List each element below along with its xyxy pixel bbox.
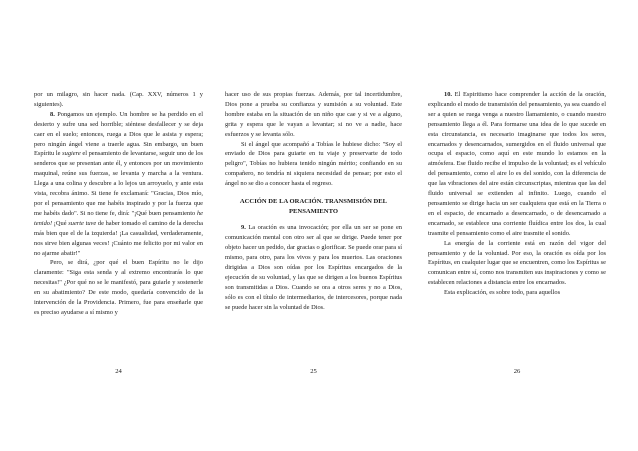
page-26-text [428,90,606,298]
section-heading: ACCIÓN DE LA ORACIÓN. TRANSMISIÓN DEL PENSAMIENTO [239,198,388,215]
paragraph [428,90,606,239]
text: ¡Qué [52,219,69,227]
page-25-text [225,90,402,312]
paragraph [225,223,402,312]
page-25 [212,0,425,451]
paragraph: Pero, se dirá, ¿por qué el buen Espíritu no le dijo claramente: "Siga esta senda y al extremo encontrarás lo que necesitas!" ¿Por qué no se le manifestó, para guiarle y sostenerle en su abatimiento? De este modo, quedaría convencido de la intervención de la Providencia. Primero, fue para enseñarle que es preciso ayudarse a sí mismo y [34,259,203,316]
page-number: 25 [310,368,317,375]
text: El Espiritismo hace comprender la acción de la oración, explicando el modo de transmisión del pensamiento, ya sea cuando el ser a quien se ruega venga a nuestro llamamiento, o cuando nuestro pensamiento llega a él. Para formarse una idea de lo que sucede en esta circunstancia, es necesario imaginarse que todos los seres, encarnados y desencarnados, sumergidos en el fluido universal que ocupa el espacio, como aquí en este mundo lo estamos en la atmósfera. Ese fluido recibe el impulso de la voluntad; es el vehículo del pensamiento, como el aire lo es del sonido, con la diferencia de que las vibraciones del aire están circunscriptas, mientras que las del fluido universal se extienden al infinito. Luego, cuando el pensamiento se dirige hacia un ser cualquiera que está en la Tierra o en el espacio, de encarnado a desencarnado, o de desencarnado a encarnado, se establece una corriente fluídica entre los dos, la cual trasmite el pensamiento como el aire trasmite el sonido. [428,91,606,237]
paragraph: Si el ángel que acompañó a Tobías le hubiese dicho: "Soy el enviado de Dios para guiarte en tu viaje y preservarte de todo peligro", Tobías no hubiera tenido ningún mérito; confiando en su compañero, no tendría ni siquiera necesidad de pensar; por esto el ángel no se dio a conocer hasta el regreso. [225,140,402,188]
paragraph-number: 8. [50,110,55,118]
page-24-text [34,90,203,318]
text: de haber tomado el camino de la derecha más bien que el de la izquierda! ¡La casualidad, verdaderamente, nos sirve bien algunas veces! ¡Cuánto me felicito por mi valor en no ajarme abatir!" [34,219,204,257]
text: el pensamiento de levantarse, seguir uno de los senderos que se presentan ante él, y entonces por un movimiento maquinal, reúne sus fuerzas, se levanta y marcha a la ventura. Llega a una colina y descubre a lo lejos un arroyuelo, y ante esta vista, recobra ánimo. Si tiene fe exclamará: "Gracias, Dios mío, por el pensamiento que me habéis inspirado y por la fuerza que me habéis dado". Si no tiene fe, dirá: "¡Qué buen pensamiento [34,150,203,217]
text: La oración es una invocación; por ella un ser se pone en comunicación mental con otro ser al que se dirige. Puede tener por objeto hacer un pedido, dar gracias o glorificar. Se puede orar para sí mismo, para otro, para los vivos y para los muertos. Las oraciones dirigidas a Dios son oídas por los Espíritus encargados de la ejecución de su voluntad, y las que se dirigen a los buenos Espíritus son transmitidas a Dios. Cuando se ora a otros seres y no a Dios, sólo es con el título de intermediarios, de intercesores, porque nada se puede hacer sin la voluntad de Dios. [225,224,402,311]
page-24 [0,0,212,451]
italic-text: he tenido! [34,209,203,227]
paragraph: hacer uso de sus propias fuerzas. Además, por tal incertidumbre, Dios pone a prueba su confianza y sumisión a su voluntad. Este hombre estaba en la situación de un niño que cae y si ve a alguno, grita y espera que le vayan a levantar; si no ve a nadie, hace esfuerzos y se levanta sólo. [225,91,402,138]
page-26 [425,0,638,451]
paragraph-number: 10. [444,91,452,98]
paragraph: La energía de la corriente está en razón del vigor del pensamiento y de la voluntad. Por eso, la oración es oída por los Espíritus, en cualquier lugar que se encuentren, como los Espíritus se comunican entre sí, como nos transmiten sus inspiraciones y como se establecen relaciones a distancia entre los encarnados. [428,239,606,287]
paragraph [34,110,203,259]
page-number: 24 [115,368,122,375]
paragraph: Esta explicación, es sobre todo, para aquellos [444,289,561,297]
italic-text: suerte tuve [68,219,97,227]
paragraph: por un milagro, sin hacer nada. (Cap. XXV, números 1 y siguientes). [34,91,203,108]
text: Pongamos un ejemplo. Un hombre se ha perdido en el desierto y sufre una sed horrible; siéntese desfallecer y se deja caer en el suelo; entonces, ruega a Dios que le asista y espera; pero ningún ángel viene a traerle agua. Sin embargo, un buen Espíritu le [34,110,203,158]
italic-text: sugiere [62,150,81,158]
paragraph-number: 9. [241,224,246,232]
page-number: 26 [513,368,521,375]
